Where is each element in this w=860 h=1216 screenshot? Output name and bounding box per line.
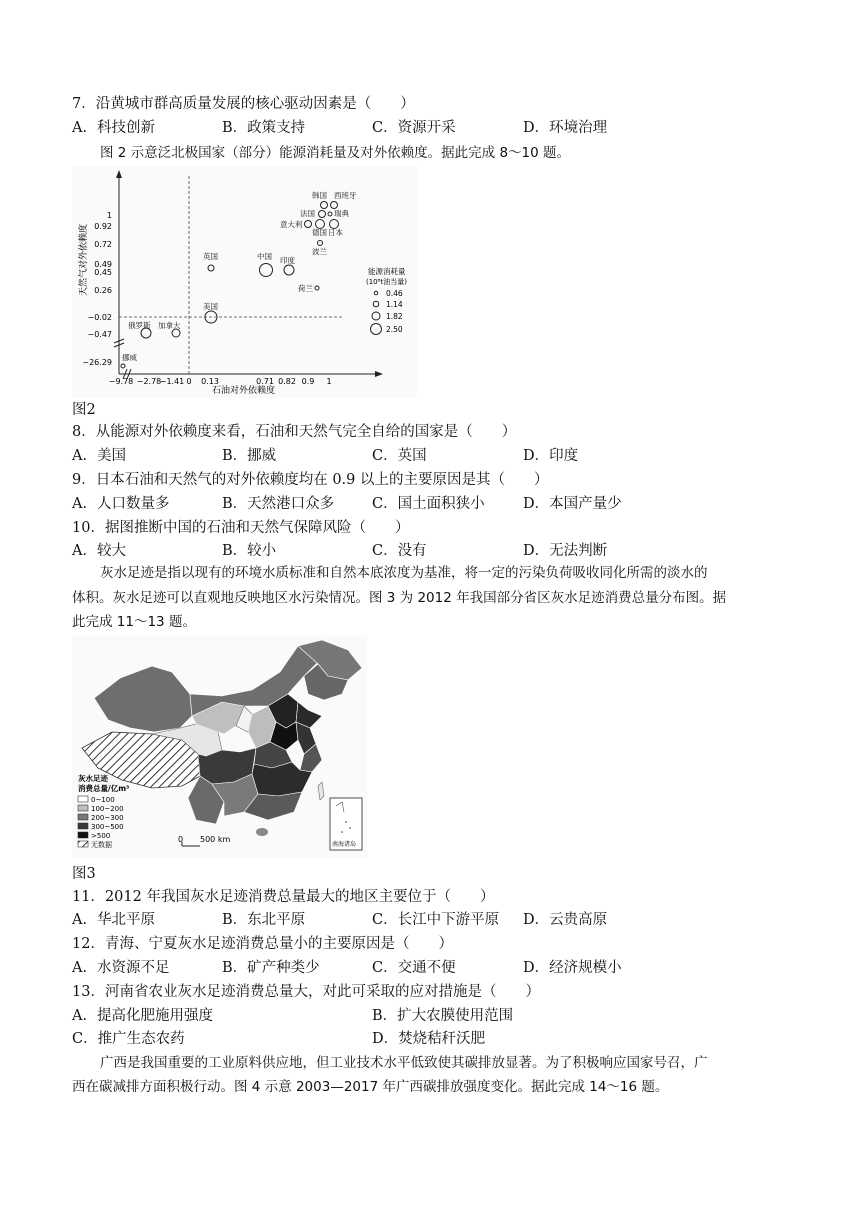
q12-option-c: C．交通不便: [372, 960, 456, 976]
y-tick-label: 1: [106, 211, 112, 220]
q10-option-a: A．较大: [72, 543, 126, 559]
q9-option-c: C．国土面积狭小: [372, 496, 485, 512]
q7-option-a: A．科技创新: [72, 120, 155, 136]
x-tick-label: −2.78: [136, 377, 162, 386]
q9-option-d: D．本国产量少: [523, 496, 622, 512]
figure3-intro-line2: 体积。灰水足迹可以直观地反映地区水污染情况。图 3 为 2012 年我国部分省区灰水足迹消费总量分布图。据: [72, 590, 727, 606]
inset-label: 南海诸岛: [332, 841, 357, 848]
legend-value: 1.14: [386, 300, 403, 309]
label-japan: 日本: [328, 228, 343, 237]
x-tick-label: 0.13: [201, 377, 219, 386]
q12-option-b: B．矿产种类少: [222, 960, 320, 976]
q13-stem: 13．河南省农业灰水足迹消费总量大，对此可采取的应对措施是（ ）: [72, 984, 540, 1000]
x-tick-label: −1.41: [159, 377, 185, 386]
label-norway: 挪威: [122, 353, 137, 362]
q8-stem: 8．从能源对外依赖度来看，石油和天然气完全自给的国家是（ ）: [72, 424, 517, 440]
q8-option-d: D．印度: [523, 448, 579, 464]
label-netherlands: 荷兰: [298, 284, 313, 293]
q12-stem: 12．青海、宁夏灰水足迹消费总量小的主要原因是（ ）: [72, 936, 453, 952]
q7-option-d: D．环境治理: [523, 120, 608, 136]
label-sweden: 瑞典: [334, 209, 349, 218]
q11-option-c: C．长江中下游平原: [372, 912, 500, 928]
q13-option-a: A．提高化肥施用强度: [72, 1008, 213, 1024]
q11-option-a: A．华北平原: [72, 912, 155, 928]
q7-option-c: C．资源开采: [372, 120, 456, 136]
q12-option-a: A．水资源不足: [72, 960, 170, 976]
y-tick-label: −0.47: [87, 330, 112, 339]
y-tick-label: 0.26: [94, 286, 112, 295]
label-poland: 波兰: [312, 247, 327, 256]
label-russia: 俄罗斯: [128, 321, 151, 330]
label-france: 法国: [300, 209, 315, 218]
figure2-intro: 图 2 示意泛北极国家（部分）能源消耗量及对外依赖度。据此完成 8～10 题。: [100, 145, 571, 161]
label-india: 印度: [280, 256, 295, 265]
y-tick-label: −26.29: [82, 358, 112, 367]
legend-value: 0.46: [386, 289, 403, 298]
label-china: 中国: [257, 252, 272, 261]
q7-stem: 7．沿黄城市群高质量发展的核心驱动因素是（ ）: [72, 96, 415, 112]
x-tick-label: 0.82: [278, 377, 296, 386]
q13-option-b: B．扩大农膜使用范围: [372, 1008, 514, 1024]
figure3-intro-line3: 此完成 11～13 题。: [72, 614, 196, 630]
label-italy: 意大利: [280, 220, 303, 229]
figure4-intro-line1: 广西是我国重要的工业原料供应地，但工业技术水平低致使其碳排放显著。为了积极响应国家号召，广: [100, 1055, 708, 1071]
q10-stem: 10．据图推断中国的石油和天然气保障风险（ ）: [72, 520, 410, 536]
legend-class: >500: [91, 832, 111, 840]
x-tick-label: 0.71: [256, 377, 274, 386]
scale-label: 500 km: [200, 835, 231, 844]
x-axis-label: 石油对外依赖度: [212, 386, 276, 396]
q13-option-d: D．焚烧秸秆沃肥: [372, 1031, 486, 1047]
q11-option-b: B．东北平原: [222, 912, 306, 928]
scale-zero: 0: [178, 835, 184, 844]
legend-class: 200~300: [91, 814, 124, 822]
y-tick-label: −0.02: [87, 313, 112, 322]
legend-value: 2.50: [386, 325, 403, 334]
q10-option-d: D．无法判断: [523, 543, 608, 559]
figure2-scatter-chart: [72, 166, 417, 398]
x-tick-label: 1: [326, 377, 332, 386]
legend-value: 1.82: [386, 312, 403, 321]
q11-option-d: D．云贵高原: [523, 912, 608, 928]
legend-unit: 消费总量/亿m³: [78, 784, 130, 793]
legend-title: 灰水足迹: [78, 774, 108, 783]
figure4-intro-line2: 西在碳减排方面积极行动。图 4 示意 2003—2017 年广西碳排放强度变化。据此完成 14～16 题。: [72, 1079, 669, 1095]
q8-option-a: A．美国: [72, 448, 126, 464]
label-usa: 美国: [203, 302, 218, 311]
y-axis-label: 天然气对外依赖度: [79, 223, 89, 296]
y-tick-label: 0.49: [94, 260, 112, 269]
legend-class: 无数据: [91, 841, 112, 849]
y-tick-label: 0.45: [94, 268, 112, 277]
legend-class: 0~100: [91, 796, 115, 804]
q12-option-d: D．经济规模小: [523, 960, 622, 976]
x-tick-label: 0.9: [301, 377, 315, 386]
label-spain: 西班牙: [334, 191, 357, 200]
q11-stem: 11．2012 年我国灰水足迹消费总量最大的地区主要位于（ ）: [72, 889, 495, 905]
y-tick-label: 0.92: [94, 222, 112, 231]
x-tick-label: −9.78: [108, 377, 134, 386]
legend-class: 300~500: [91, 823, 124, 831]
x-tick-label: 0: [186, 377, 192, 386]
q8-option-b: B．挪威: [222, 448, 277, 464]
q8-option-c: C．英国: [372, 448, 427, 464]
label-korea: 韩国: [312, 191, 327, 200]
y-tick-label: 0.72: [94, 240, 112, 249]
q9-stem: 9．日本石油和天然气的对外依赖度均在 0.9 以上的主要原因是其（ ）: [72, 472, 549, 488]
q7-option-b: B．政策支持: [222, 120, 306, 136]
figure3-china-map: [72, 636, 367, 858]
figure3-intro-line1: 灰水足迹是指以现有的环境水质标准和自然本底浓度为基准，将一定的污染负荷吸收同化所需的淡水的: [100, 565, 708, 581]
q9-option-b: B．天然港口众多: [222, 496, 335, 512]
q10-option-b: B．较小: [222, 543, 277, 559]
legend-unit: (10⁸t油当量): [366, 278, 407, 286]
q13-option-c: C．推广生态农药: [72, 1031, 185, 1047]
legend-class: 100~200: [91, 805, 124, 813]
q10-option-c: C．没有: [372, 543, 427, 559]
figure3-caption: 图3: [72, 866, 96, 882]
q9-option-a: A．人口数量多: [72, 496, 170, 512]
figure2-caption: 图2: [72, 402, 96, 418]
legend-title: 能源消耗量: [368, 267, 406, 276]
label-uk: 英国: [203, 252, 218, 261]
label-canada: 加拿大: [158, 321, 181, 330]
label-germany: 德国: [312, 228, 327, 237]
